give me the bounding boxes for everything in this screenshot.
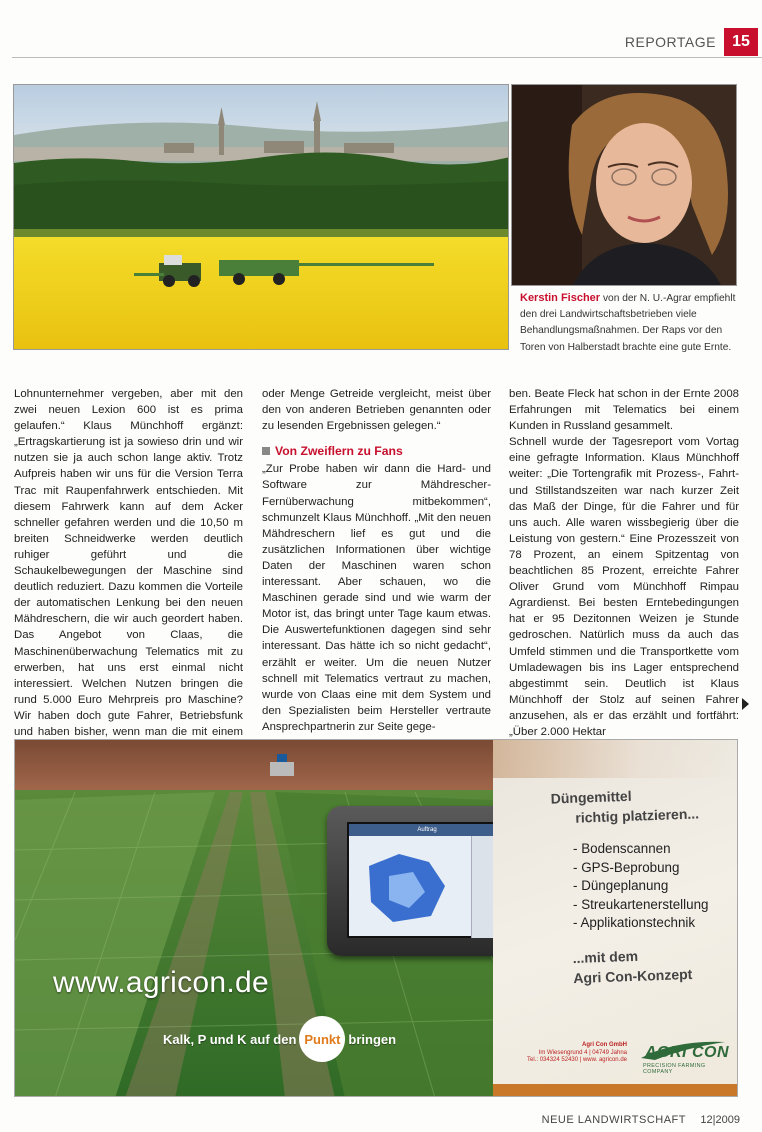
article-column-2 [262, 386, 491, 735]
slogan-pre: Kalk, P und K auf den [163, 1031, 297, 1047]
device-title: Auftrag [349, 824, 505, 836]
article-paragraph: Lohnunternehmer vergeben, aber mit den zwei neuen Lexion 600 ist es prima gelaufen.“ Klaus Münchhoff ergänzt: „Ertragskartierung ist ja sowieso drin und wir nutzen sie ja auch schon lange aktiv. Trotz Aufpreis haben wir uns für die Version Terra Trac mit Raupenfahrwerk entschieden. Mit diesem Fahrwerk kann auf dem Acker schneller gefahren werden und die 10,50 m breiten Schneidwerke werden deutlich ruhiger geführt und die Schaukelbewegungen der Maschine sind deutlich reduziert. Dazu kommen die Vorteile der automatischen Lenkung bei den neuen Mähdreschern, die wir auch geordert haben. Das Angebot von Claas, die Maschinenüberwachung Telematics mit zu erwerben, hat uns erst einmal nicht interessiert. Welchen Nutzen bringen die rund 5.000 Euro Mehrpreis pro Maschine? Wir haben doch gute Fahrer, Betriebsfunk und haben bisher, wenn man die mit einem [14, 388, 243, 738]
caption-text: von der N. U.-Agrar empfiehlt den drei Landwirtschaftsbetrieben viele Behandlungsmaßnahmen. Der Raps vor den Toren von Halberstadt brachte eine gute Ernte. [520, 293, 736, 353]
article-subheading [262, 443, 491, 459]
logo-tagline: PRECISION FARMING COMPANY [643, 1063, 706, 1075]
list-item: - Applikationstechnik [573, 914, 708, 933]
list-item: - Streukartenerstellung [573, 896, 708, 915]
article-paragraph: „Zur Probe haben wir dann die Hard- und Software zur Mähdrescher-Fernüberwachung mitbekommen“, schmunzelt Klaus Münchhoff. „Mit den neuen Mähdreschern lief es gut und die zusätzlichen Informationen über wichtige Daten der Maschinen waren schon interessant. Aber schauen, wo die Maschinen gerade sind und wie warm der Motor ist, das bringt unter Tage kaum etwas. Die Auswertefunktionen dagegen sind sehr interessant. Das hätte ich so nicht gedacht“, erzählt er weiter. Um die neuen Nutzer schnell mit Telematics vertraut zu machen, wurde von Claas eine mit dem System und den Spezialisten beim Hersteller vertraute Ansprechpartnerin zur Seite gege- [262, 463, 491, 733]
issue-number: 12|2009 [700, 1114, 740, 1126]
continue-arrow-icon [742, 698, 749, 710]
square-bullet-icon [262, 447, 270, 455]
list-item: - GPS-Beprobung [573, 859, 708, 878]
page-header [0, 0, 762, 62]
ad-url: www.agricon.de [53, 966, 269, 999]
article-column-3 [509, 386, 739, 740]
article-column-1 [14, 386, 243, 756]
slogan-post: bringen [348, 1031, 397, 1047]
ad-slogan [163, 1016, 396, 1062]
caption-name: Kerstin Fischer [520, 292, 601, 304]
ad-concept-1: ...mit dem [572, 947, 639, 967]
photo-caption [520, 290, 738, 356]
ad-address [509, 1042, 627, 1065]
section-label: REPORTAGE [624, 34, 716, 50]
header-rule [12, 57, 762, 58]
slogan-punkt: Punkt [299, 1016, 345, 1062]
list-item: - Bodenscannen [573, 840, 708, 859]
page-footer [0, 1108, 762, 1132]
logo-brand: AGRI CON [645, 1044, 729, 1061]
ad-bottom-band [493, 1084, 738, 1097]
ad-headline-1: Düngemittel [550, 787, 632, 807]
company-contact: Tel.: 034324 52430 | www. agricon.de [527, 1057, 627, 1063]
subheading-text: Von Zweiflern zu Fans [275, 444, 403, 459]
ad-service-list [573, 840, 708, 933]
rapeseed-field-photo [13, 84, 509, 350]
agricon-logo [635, 1036, 731, 1075]
agricon-advertisement [14, 739, 738, 1097]
article-paragraph: oder Menge Getreide vergleicht, meist über den von anderen Betrieben genannten oder zu lesenden Ergebnissen gelegen.“ [262, 388, 491, 433]
ad-headline-2: richtig platzieren... [575, 805, 700, 826]
ad-top-band [493, 740, 738, 778]
ad-headline [550, 783, 699, 828]
company-address: Im Wiesengrund 4 | 04749 Jahna [538, 1049, 627, 1056]
ad-concept-2: Agri Con-Konzept [573, 965, 693, 987]
article-paragraph: Schnell wurde der Tagesreport vom Vortag eine gefragte Information. Klaus Münchhoff weiter: „Die Tortengrafik mit Prozess-, Fahrt- und Stillstandszeiten war nach kurzer Zeit das Maß der Dinge, für die Fahrer und für uns auch. Alle waren wissbegierig über die Leistung von gestern.“ Eine Prozesszeit von 78 Prozent, an einem Spitzentag von beachtlichen 85 Prozent, erreichte Fahrer Oliver Grund vom Münchhoff Rimpau Agrardienst. Bei besten Erntebedingungen hat er 95 Dezitonnen Weizen je Stunde gedroschen. Natürlich muss da auch das Umfeld stimmen und die Transportkette vom Umladewagen bis ins Lager entsprechend abgestimmt sein. Deutlich ist Klaus Münchhoff der Stolz auf seinen Fahrer anzusehen, als er das erzählt und fortfährt: „Über 2.000 Hektar [509, 436, 739, 738]
publication-name: NEUE LANDWIRTSCHAFT [541, 1114, 686, 1126]
field-map-icon [349, 836, 471, 936]
ad-concept [572, 944, 692, 988]
device-screen [347, 822, 507, 938]
article-paragraph: ben. Beate Fleck hat schon in der Ernte 2008 Erfahrungen mit Telematics bei einem Kunden in Russland gesammelt. [509, 388, 739, 433]
ad-text-panel [493, 740, 738, 1097]
list-item: - Düngeplanung [573, 877, 708, 896]
portrait-photo [511, 84, 737, 286]
company-name: Agri Con GmbH [582, 1042, 627, 1048]
page-number: 15 [724, 28, 758, 56]
